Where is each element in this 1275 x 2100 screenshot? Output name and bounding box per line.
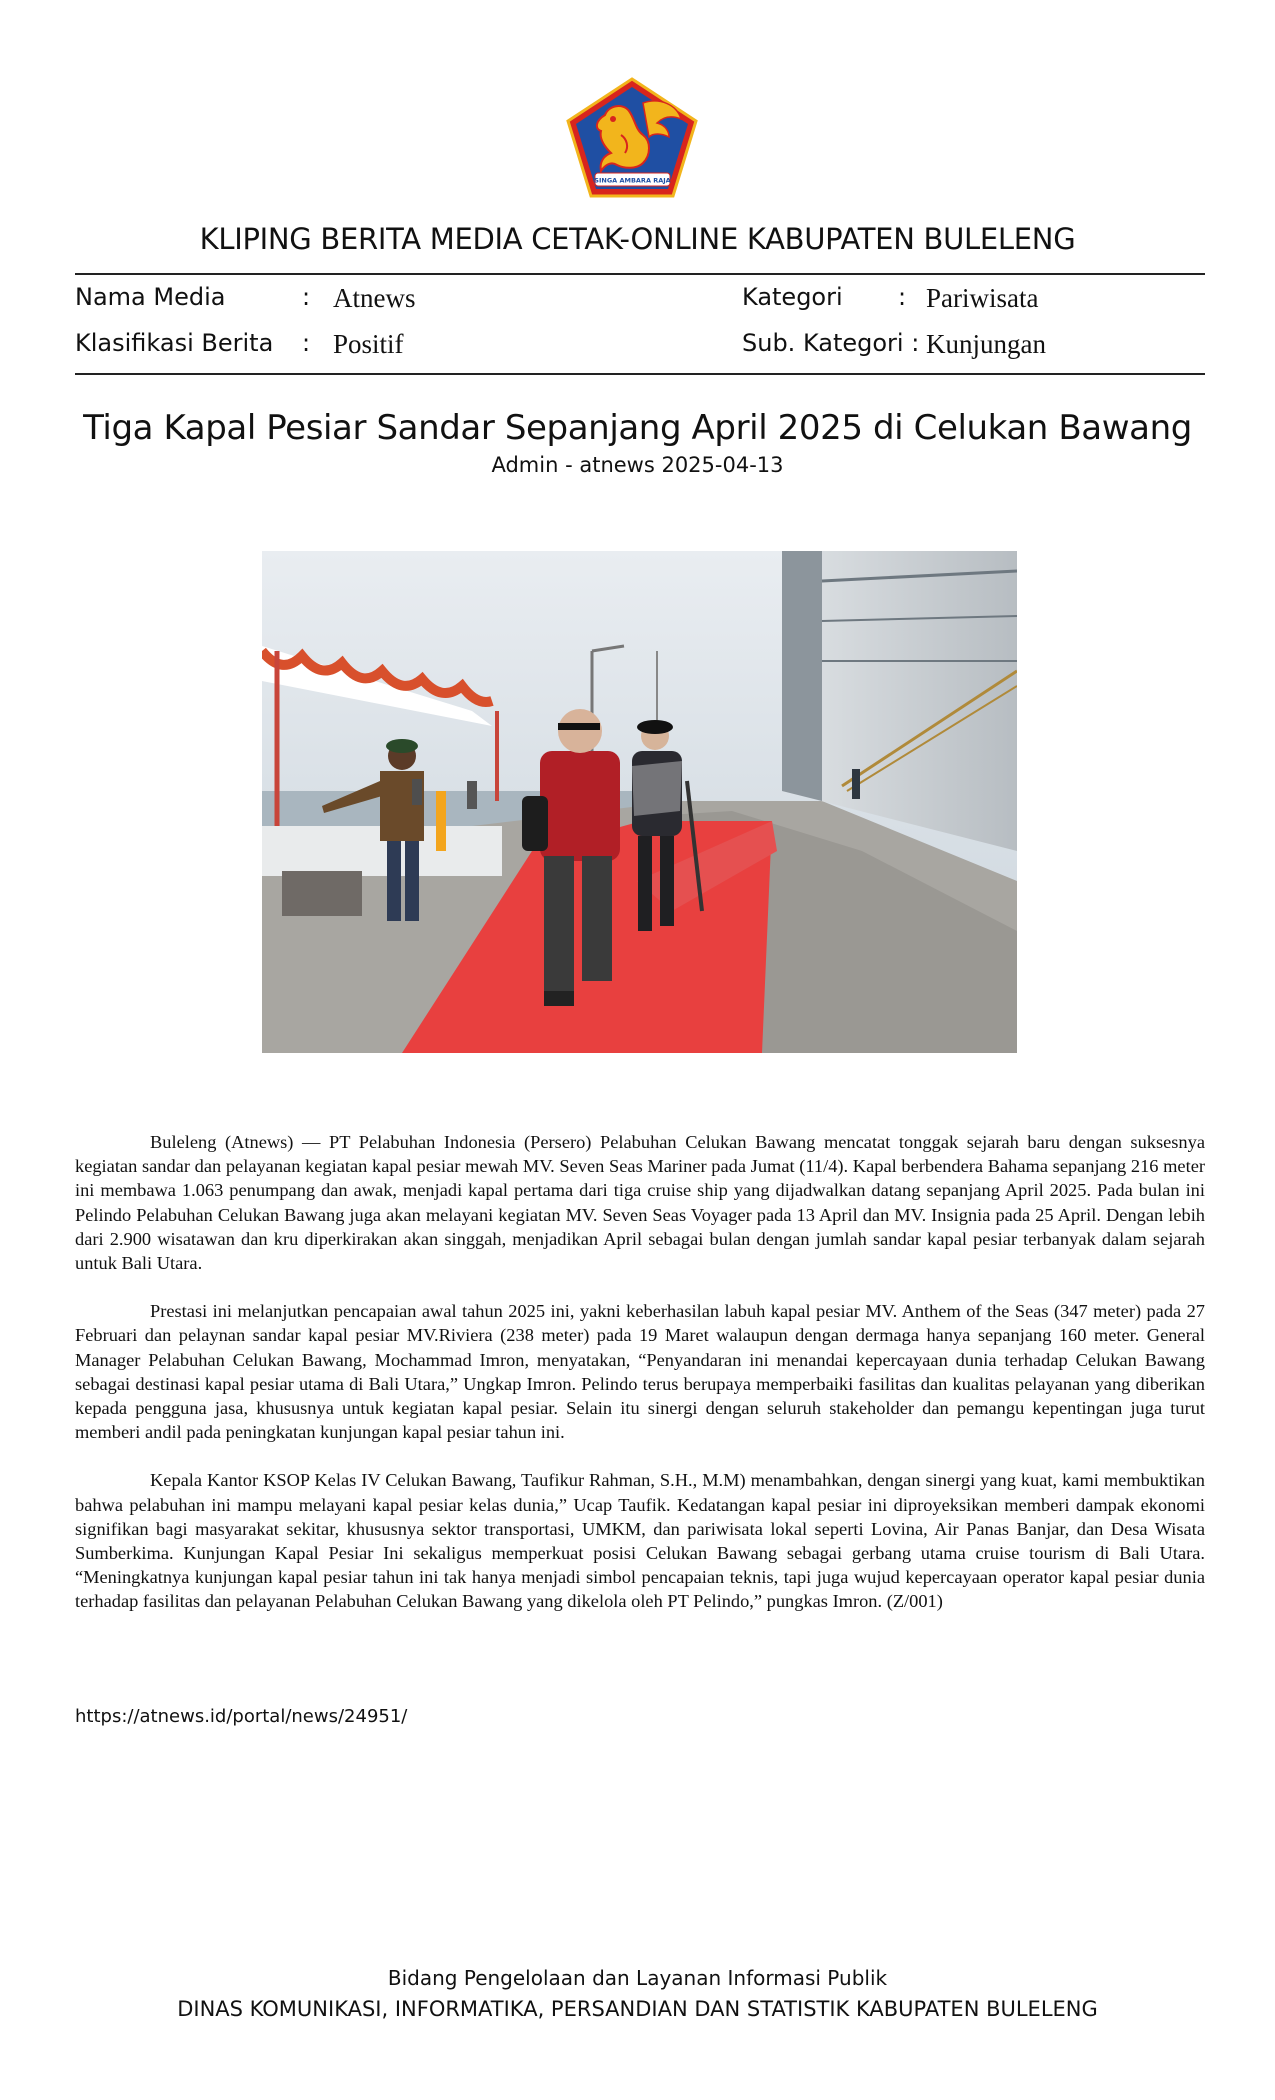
- media-name-label: Nama Media: [75, 283, 226, 311]
- media-name-value: Atnews: [333, 283, 416, 313]
- category-label: Kategori: [742, 283, 843, 311]
- subcategory-label: Sub. Kategori :: [742, 329, 920, 357]
- regency-logo: [565, 75, 700, 200]
- category-value: Pariwisata: [926, 283, 1039, 313]
- article-body: [75, 1130, 1205, 1638]
- bottom-divider: [75, 373, 1205, 375]
- media-name-colon: :: [302, 283, 311, 311]
- classification-value: Positif: [333, 329, 404, 359]
- clipping-title: KLIPING BERITA MEDIA CETAK-ONLINE KABUPATEN BULELENG: [199, 222, 1076, 256]
- top-divider: [75, 273, 1205, 275]
- classification-colon: :: [302, 329, 311, 357]
- winged-lion-emblem-icon: [565, 75, 700, 200]
- footer-division: Bidang Pengelolaan dan Layanan Informasi Publik: [387, 1966, 888, 1990]
- article-photo: [262, 551, 1017, 1053]
- article-paragraph-1: Buleleng (Atnews) — PT Pelabuhan Indonesia (Persero) Pelabuhan Celukan Bawang mencatat tonggak sejarah baru dengan suksesnya kegiatan sandar dan pelayanan kegiatan kapal pesiar mewah MV. Seven Seas Mariner pada Jumat (11/4). Kapal berbendera Bahama sepanjang 216 meter ini membawa 1.063 penumpang dan awak, menjadi kapal pertama dari tiga cruise ship yang dijadwalkan datang sepanjang April 2025. Pada bulan ini Pelindo Pelabuhan Celukan Bawang juga akan melayani kegiatan MV. Seven Seas Voyager pada 13 April dan MV. Insignia pada 25 April. Dengan lebih dari 2.900 wisatawan dan kru diperkirakan akan singgah, menjadikan April sebagai bulan dengan jumlah sandar kapal pesiar terbanyak dalam sejarah untuk Bali Utara.: [75, 1132, 1205, 1274]
- footer-agency: DINAS KOMUNIKASI, INFORMATIKA, PERSANDIAN DAN STATISTIK KABUPATEN BULELENG: [177, 1997, 1098, 2021]
- source-link[interactable]: https://atnews.id/portal/news/24951/: [75, 1706, 408, 1727]
- category-colon: :: [898, 283, 907, 311]
- classification-label: Klasifikasi Berita: [75, 329, 274, 357]
- article-byline: Admin - atnews 2025-04-13: [491, 453, 784, 477]
- article-headline: Tiga Kapal Pesiar Sandar Sepanjang April 2025 di Celukan Bawang: [83, 408, 1192, 448]
- logo-motto: SINGA AMBARA RAJA: [594, 176, 671, 185]
- article-paragraph-3: Kepala Kantor KSOP Kelas IV Celukan Bawang, Taufikur Rahman, S.H., M.M) menambahkan, dengan sinergi yang kuat, kami membuktikan bahwa pelabuhan ini mampu melayani kapal pesiar kelas dunia,” Ucap Taufik. Kedatangan kapal pesiar ini diproyeksikan memberi dampak ekonomi signifikan bagi masyarakat sekitar, khususnya sektor transportasi, UMKM, dan pariwisata lokal seperti Lovina, Air Panas Banjar, dan Desa Wisata Sumberkima. Kunjungan Kapal Pesiar Ini sekaligus memperkuat posisi Celukan Bawang sebagai gerbang utama cruise tourism di Bali Utara. “Meningkatnya kunjungan kapal pesiar tahun ini tak hanya menjadi simbol pencapaian teknis, tapi juga wujud kepercayaan operator kapal pesiar dunia terhadap fasilitas dan pelayanan Pelabuhan Celukan Bawang yang dikelola oleh PT Pelindo,” pungkas Imron. (Z/001): [75, 1470, 1205, 1612]
- article-paragraph-2: Prestasi ini melanjutkan pencapaian awal tahun 2025 ini, yakni keberhasilan labuh kapal pesiar MV. Anthem of the Seas (347 meter) pada 27 Februari dan pelaynan sandar kapal pesiar MV.Riviera (238 meter) pada 19 Maret walaupun dengan dermaga hanya sepanjang 160 meter. General Manager Pelabuhan Celukan Bawang, Mochammad Imron, menyatakan, “Penyandaran ini menandai kepercayaan dunia terhadap Celukan Bawang sebagai destinasi kapal pesiar utama di Bali Utara,” Ungkap Imron. Pelindo terus berupaya memperbaiki fasilitas dan kualitas pelayanan yang diberikan kepada pengguna jasa, khususnya untuk kegiatan kapal pesiar. Selain itu sinergi dengan seluruh stakeholder dan pemangu kepentingan juga turut memberi andil pada peningkatan kunjungan kapal pesiar tahun ini.: [75, 1301, 1205, 1443]
- subcategory-value: Kunjungan: [926, 329, 1046, 359]
